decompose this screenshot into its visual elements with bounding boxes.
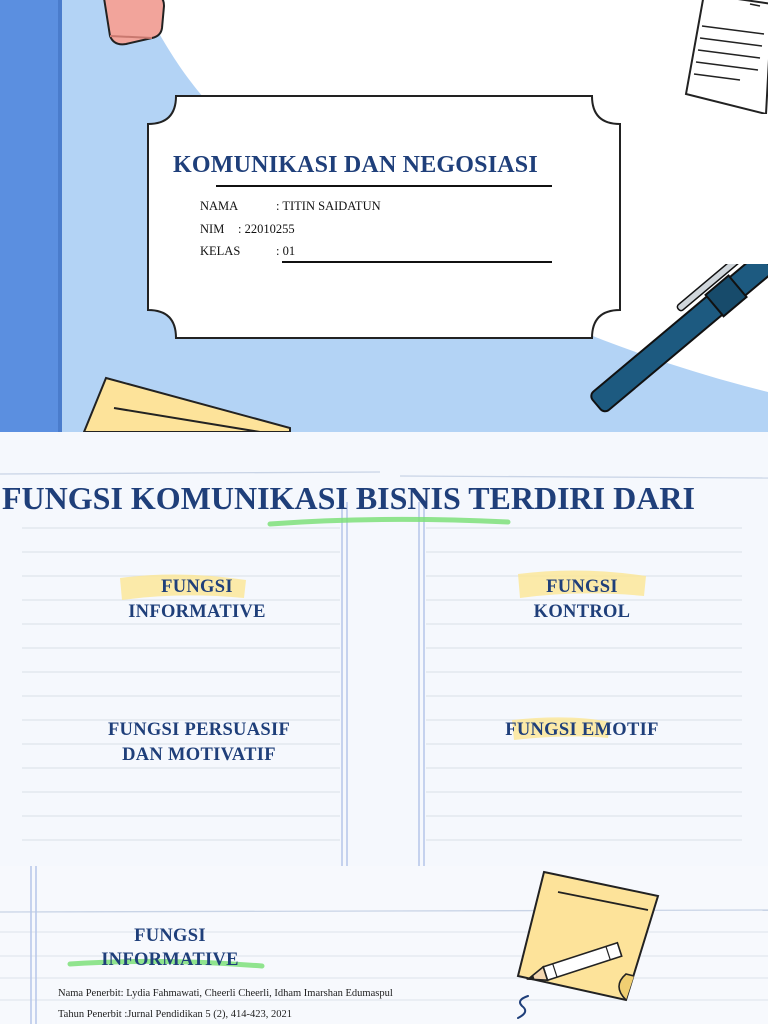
info-underline	[282, 261, 552, 263]
function-line1: FUNGSI PERSUASIF	[107, 720, 291, 740]
function-box-persuasif	[64, 718, 334, 768]
title-card	[146, 94, 622, 340]
info-row-kelas	[200, 244, 295, 259]
info-label: KELAS	[200, 244, 241, 258]
function-box-kontrol	[467, 575, 697, 625]
function-line2: INFORMATIVE	[128, 602, 266, 622]
slide-informative	[0, 866, 768, 1024]
document-icon	[680, 0, 768, 114]
section-heading	[80, 924, 260, 972]
sticky-note-icon	[80, 372, 300, 432]
heading-line2: INFORMATIVE	[101, 950, 239, 970]
info-value: : 01	[276, 244, 296, 258]
function-box-emotif	[467, 718, 697, 743]
function-line2: DAN MOTIVATIF	[122, 745, 276, 765]
slide-heading: FUNGSI KOMUNIKASI BISNIS TERDIRI DARI	[2, 480, 695, 516]
info-label: NIM	[200, 222, 225, 236]
eraser-icon	[96, 0, 170, 50]
heading-line1: FUNGSI	[134, 926, 206, 946]
squiggle-icon	[518, 996, 528, 1018]
info-row-nim	[200, 222, 295, 237]
sticky-note-pencil-icon	[508, 868, 668, 1024]
function-line2: KONTROL	[533, 602, 631, 622]
function-line1: FUNGSI EMOTIF	[505, 720, 659, 740]
reference-publisher: Nama Penerbit: Lydia Fahmawati, Cheerli Cheerli, Idham Imarshan Edumaspul	[58, 988, 393, 999]
function-line1: FUNGSI	[161, 577, 233, 597]
document-title: KOMUNIKASI DAN NEGOSIASI	[173, 152, 538, 178]
slide-functions	[0, 432, 768, 866]
info-label: NAMA	[200, 199, 239, 213]
slide-cover	[0, 0, 768, 432]
function-line1: FUNGSI	[546, 577, 618, 597]
title-underline	[216, 185, 552, 187]
reference-year: Tahun Penerbit :Jurnal Pendidikan 5 (2), 414-423, 2021	[58, 1009, 293, 1020]
info-value: : TITIN SAIDATUN	[276, 199, 381, 213]
info-value: : 22010255	[238, 222, 295, 236]
info-row-nama	[200, 199, 381, 214]
function-box-informative	[82, 575, 312, 625]
